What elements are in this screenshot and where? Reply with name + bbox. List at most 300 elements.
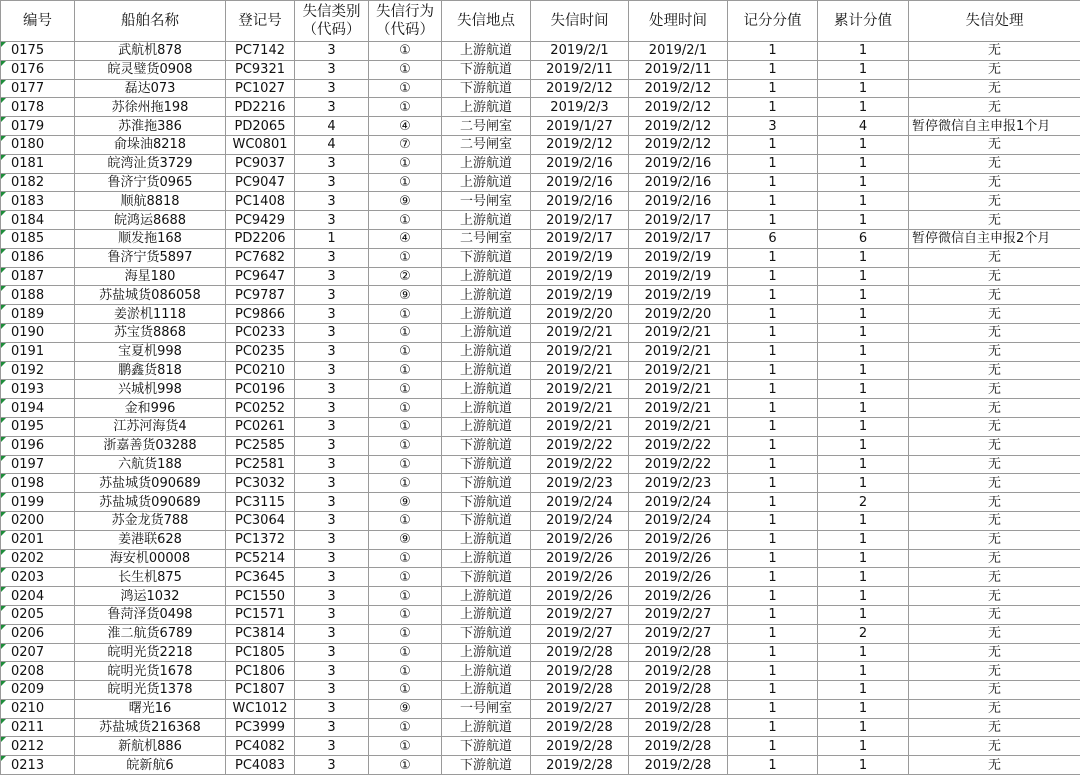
cell-behavior-code: ① — [369, 399, 442, 418]
cell-registration: PC7142 — [226, 42, 295, 61]
cell-category-code: 3 — [295, 568, 369, 587]
cell-id-text: 0175 — [11, 43, 45, 59]
cell-cumulative-points: 1 — [818, 511, 909, 530]
cell-location: 上游航道 — [442, 681, 531, 700]
cell-handling: 无 — [909, 342, 1080, 361]
cell-behavior-code: ① — [369, 417, 442, 436]
cell-violation-time: 2019/2/27 — [531, 699, 629, 718]
cell-points: 1 — [728, 549, 818, 568]
cell-location: 一号闸室 — [442, 192, 531, 211]
cell-id — [1, 643, 75, 662]
cell-id — [1, 305, 75, 324]
cell-category-code: 3 — [295, 737, 369, 756]
table-row — [1, 342, 1080, 361]
cell-process-time: 2019/2/24 — [629, 511, 728, 530]
cell-violation-time: 2019/2/12 — [531, 135, 629, 154]
cell-cumulative-points: 1 — [818, 154, 909, 173]
cell-cumulative-points: 1 — [818, 192, 909, 211]
header-row — [1, 1, 1080, 42]
table-row — [1, 361, 1080, 380]
cell-id — [1, 323, 75, 342]
cell-registration: PC9037 — [226, 154, 295, 173]
cell-id — [1, 267, 75, 286]
cell-process-time: 2019/2/22 — [629, 455, 728, 474]
cell-behavior-code: ① — [369, 455, 442, 474]
cell-handling: 无 — [909, 643, 1080, 662]
cell-process-time: 2019/2/24 — [629, 493, 728, 512]
cell-process-time: 2019/2/16 — [629, 192, 728, 211]
table-row — [1, 192, 1080, 211]
cell-marker-icon — [1, 211, 6, 216]
cell-handling: 无 — [909, 699, 1080, 718]
cell-registration: PC1807 — [226, 681, 295, 700]
cell-id-text: 0212 — [11, 738, 45, 754]
cell-behavior-code: ① — [369, 605, 442, 624]
cell-handling: 无 — [909, 305, 1080, 324]
cell-marker-icon — [1, 305, 6, 310]
cell-location: 上游航道 — [442, 530, 531, 549]
cell-behavior-code: ① — [369, 211, 442, 230]
cell-process-time: 2019/2/26 — [629, 568, 728, 587]
cell-id — [1, 154, 75, 173]
cell-ship-name: 江苏河海货4 — [75, 417, 226, 436]
cell-id — [1, 530, 75, 549]
cell-id-text: 0179 — [11, 118, 45, 134]
cell-cumulative-points: 6 — [818, 229, 909, 248]
cell-marker-icon — [1, 437, 6, 442]
cell-registration: PC1408 — [226, 192, 295, 211]
cell-registration: PC2585 — [226, 436, 295, 455]
cell-id — [1, 699, 75, 718]
cell-category-code: 3 — [295, 286, 369, 305]
cell-category-code: 3 — [295, 417, 369, 436]
cell-violation-time: 2019/2/26 — [531, 530, 629, 549]
cell-cumulative-points: 1 — [818, 549, 909, 568]
table-row — [1, 737, 1080, 756]
header-category-code: 失信类别（代码） — [295, 1, 369, 42]
header-location: 失信地点 — [442, 1, 531, 42]
cell-points: 1 — [728, 605, 818, 624]
cell-registration: PC9429 — [226, 211, 295, 230]
cell-id — [1, 399, 75, 418]
cell-id-text: 0192 — [11, 362, 45, 378]
cell-violation-time: 2019/2/21 — [531, 342, 629, 361]
cell-ship-name: 苏盐城货090689 — [75, 493, 226, 512]
cell-registration: PC0210 — [226, 361, 295, 380]
cell-violation-time: 2019/2/28 — [531, 681, 629, 700]
cell-violation-time: 2019/2/26 — [531, 587, 629, 606]
cell-behavior-code: ① — [369, 511, 442, 530]
cell-handling: 无 — [909, 323, 1080, 342]
table-row — [1, 643, 1080, 662]
cell-category-code: 3 — [295, 549, 369, 568]
cell-location: 上游航道 — [442, 549, 531, 568]
cell-registration: PC3999 — [226, 718, 295, 737]
cell-location: 上游航道 — [442, 267, 531, 286]
table-row — [1, 286, 1080, 305]
cell-id-text: 0207 — [11, 644, 45, 660]
cell-id-text: 0209 — [11, 682, 45, 698]
cell-id-text: 0194 — [11, 400, 45, 416]
table-row — [1, 135, 1080, 154]
cell-id — [1, 117, 75, 136]
cell-handling: 无 — [909, 361, 1080, 380]
cell-cumulative-points: 2 — [818, 493, 909, 512]
cell-category-code: 3 — [295, 493, 369, 512]
cell-id-text: 0202 — [11, 550, 45, 566]
cell-ship-name: 苏盐城货090689 — [75, 474, 226, 493]
cell-points: 1 — [728, 305, 818, 324]
cell-category-code: 3 — [295, 323, 369, 342]
cell-marker-icon — [1, 136, 6, 141]
cell-location: 上游航道 — [442, 380, 531, 399]
cell-marker-icon — [1, 700, 6, 705]
cell-process-time: 2019/2/23 — [629, 474, 728, 493]
cell-id-text: 0180 — [11, 137, 45, 153]
cell-category-code: 3 — [295, 380, 369, 399]
cell-points: 1 — [728, 380, 818, 399]
cell-marker-icon — [1, 399, 6, 404]
cell-behavior-code: ① — [369, 436, 442, 455]
cell-id-text: 0188 — [11, 287, 45, 303]
cell-ship-name: 长生机875 — [75, 568, 226, 587]
table-row — [1, 229, 1080, 248]
cell-marker-icon — [1, 380, 6, 385]
cell-category-code: 3 — [295, 436, 369, 455]
cell-cumulative-points: 4 — [818, 117, 909, 136]
cell-points: 1 — [728, 718, 818, 737]
header-violation-time: 失信时间 — [531, 1, 629, 42]
cell-category-code: 3 — [295, 173, 369, 192]
cell-id — [1, 42, 75, 61]
cell-registration: PC9787 — [226, 286, 295, 305]
cell-cumulative-points: 1 — [818, 60, 909, 79]
table-row — [1, 399, 1080, 418]
cell-process-time: 2019/2/19 — [629, 286, 728, 305]
cell-points: 1 — [728, 530, 818, 549]
cell-ship-name: 皖鸿运8688 — [75, 211, 226, 230]
cell-location: 下游航道 — [442, 493, 531, 512]
cell-id — [1, 511, 75, 530]
cell-handling: 无 — [909, 587, 1080, 606]
cell-category-code: 3 — [295, 98, 369, 117]
cell-id — [1, 60, 75, 79]
cell-behavior-code: ① — [369, 342, 442, 361]
cell-process-time: 2019/2/12 — [629, 98, 728, 117]
cell-cumulative-points: 1 — [818, 417, 909, 436]
cell-cumulative-points: 1 — [818, 587, 909, 606]
cell-id-text: 0197 — [11, 456, 45, 472]
cell-id — [1, 342, 75, 361]
cell-ship-name: 宝夏机998 — [75, 342, 226, 361]
cell-behavior-code: ① — [369, 662, 442, 681]
cell-cumulative-points: 1 — [818, 135, 909, 154]
cell-handling: 无 — [909, 60, 1080, 79]
cell-cumulative-points: 1 — [818, 474, 909, 493]
cell-violation-time: 2019/2/24 — [531, 493, 629, 512]
table-row — [1, 173, 1080, 192]
cell-behavior-code: ① — [369, 248, 442, 267]
cell-category-code: 3 — [295, 361, 369, 380]
cell-marker-icon — [1, 531, 6, 536]
cell-id-text: 0184 — [11, 212, 45, 228]
cell-marker-icon — [1, 362, 6, 367]
table-row — [1, 380, 1080, 399]
cell-category-code: 3 — [295, 718, 369, 737]
cell-marker-icon — [1, 230, 6, 235]
cell-points: 1 — [728, 436, 818, 455]
cell-handling: 无 — [909, 267, 1080, 286]
cell-id-text: 0200 — [11, 513, 45, 529]
cell-handling: 无 — [909, 530, 1080, 549]
cell-registration: PC1805 — [226, 643, 295, 662]
cell-id-text: 0189 — [11, 306, 45, 322]
cell-id-text: 0190 — [11, 325, 45, 341]
cell-handling: 无 — [909, 662, 1080, 681]
cell-violation-time: 2019/2/16 — [531, 154, 629, 173]
cell-registration: PC1027 — [226, 79, 295, 98]
cell-marker-icon — [1, 418, 6, 423]
cell-registration: PC1550 — [226, 587, 295, 606]
cell-handling: 无 — [909, 624, 1080, 643]
cell-registration: WC1012 — [226, 699, 295, 718]
cell-violation-time: 2019/2/24 — [531, 511, 629, 530]
cell-behavior-code: ⑨ — [369, 699, 442, 718]
cell-ship-name: 鹏鑫货818 — [75, 361, 226, 380]
table-row — [1, 323, 1080, 342]
cell-points: 1 — [728, 211, 818, 230]
table-row — [1, 511, 1080, 530]
cell-location: 上游航道 — [442, 417, 531, 436]
table-row — [1, 154, 1080, 173]
cell-cumulative-points: 1 — [818, 568, 909, 587]
cell-cumulative-points: 1 — [818, 399, 909, 418]
cell-behavior-code: ① — [369, 568, 442, 587]
cell-violation-time: 2019/2/3 — [531, 98, 629, 117]
cell-cumulative-points: 1 — [818, 211, 909, 230]
cell-location: 上游航道 — [442, 211, 531, 230]
cell-handling: 无 — [909, 98, 1080, 117]
cell-violation-time: 2019/2/28 — [531, 756, 629, 775]
cell-behavior-code: ① — [369, 79, 442, 98]
cell-ship-name: 顺发拖168 — [75, 229, 226, 248]
cell-violation-time: 2019/2/21 — [531, 380, 629, 399]
cell-handling: 无 — [909, 173, 1080, 192]
cell-points: 1 — [728, 267, 818, 286]
cell-handling: 无 — [909, 417, 1080, 436]
cell-location: 下游航道 — [442, 79, 531, 98]
cell-location: 上游航道 — [442, 286, 531, 305]
cell-violation-time: 2019/2/16 — [531, 192, 629, 211]
cell-location: 下游航道 — [442, 455, 531, 474]
cell-cumulative-points: 1 — [818, 361, 909, 380]
cell-id-text: 0181 — [11, 156, 45, 172]
cell-id — [1, 662, 75, 681]
cell-ship-name: 鲁济宁货0965 — [75, 173, 226, 192]
cell-registration: PC9647 — [226, 267, 295, 286]
cell-id-text: 0201 — [11, 532, 45, 548]
table-row — [1, 605, 1080, 624]
cell-id — [1, 681, 75, 700]
cell-marker-icon — [1, 98, 6, 103]
cell-registration: PC3032 — [226, 474, 295, 493]
cell-marker-icon — [1, 587, 6, 592]
cell-behavior-code: ① — [369, 154, 442, 173]
cell-category-code: 3 — [295, 248, 369, 267]
cell-process-time: 2019/2/21 — [629, 399, 728, 418]
cell-behavior-code: ① — [369, 756, 442, 775]
cell-process-time: 2019/2/1 — [629, 42, 728, 61]
cell-id-text: 0183 — [11, 193, 45, 209]
header-handling: 失信处理 — [909, 1, 1080, 42]
cell-location: 下游航道 — [442, 568, 531, 587]
cell-registration: PC0252 — [226, 399, 295, 418]
cell-marker-icon — [1, 286, 6, 291]
cell-marker-icon — [1, 606, 6, 611]
cell-id-text: 0177 — [11, 80, 45, 96]
cell-points: 1 — [728, 286, 818, 305]
header-behavior-code: 失信行为（代码） — [369, 1, 442, 42]
cell-marker-icon — [1, 117, 6, 122]
cell-registration: PC0196 — [226, 380, 295, 399]
cell-handling: 无 — [909, 399, 1080, 418]
cell-behavior-code: ① — [369, 98, 442, 117]
cell-handling: 无 — [909, 135, 1080, 154]
cell-ship-name: 兴城机998 — [75, 380, 226, 399]
cell-category-code: 3 — [295, 662, 369, 681]
cell-process-time: 2019/2/26 — [629, 587, 728, 606]
cell-id-text: 0196 — [11, 438, 45, 454]
cell-behavior-code: ① — [369, 718, 442, 737]
cell-location: 上游航道 — [442, 399, 531, 418]
cell-process-time: 2019/2/28 — [629, 681, 728, 700]
cell-marker-icon — [1, 268, 6, 273]
cell-cumulative-points: 1 — [818, 699, 909, 718]
cell-behavior-code: ① — [369, 643, 442, 662]
cell-registration: PC4082 — [226, 737, 295, 756]
cell-cumulative-points: 1 — [818, 305, 909, 324]
cell-process-time: 2019/2/12 — [629, 79, 728, 98]
cell-cumulative-points: 1 — [818, 342, 909, 361]
cell-behavior-code: ① — [369, 305, 442, 324]
cell-location: 上游航道 — [442, 173, 531, 192]
cell-handling: 无 — [909, 42, 1080, 61]
table-row — [1, 60, 1080, 79]
table-row — [1, 436, 1080, 455]
cell-violation-time: 2019/2/22 — [531, 436, 629, 455]
cell-violation-time: 2019/2/27 — [531, 605, 629, 624]
cell-cumulative-points: 1 — [818, 436, 909, 455]
cell-id — [1, 624, 75, 643]
table-row — [1, 98, 1080, 117]
cell-violation-time: 2019/2/20 — [531, 305, 629, 324]
cell-ship-name: 苏盐城货086058 — [75, 286, 226, 305]
cell-points: 1 — [728, 154, 818, 173]
cell-points: 1 — [728, 737, 818, 756]
cell-location: 下游航道 — [442, 511, 531, 530]
cell-category-code: 3 — [295, 211, 369, 230]
header-ship-name: 船舶名称 — [75, 1, 226, 42]
table-row — [1, 305, 1080, 324]
cell-id — [1, 361, 75, 380]
cell-points: 1 — [728, 342, 818, 361]
cell-location: 下游航道 — [442, 248, 531, 267]
cell-id-text: 0199 — [11, 494, 45, 510]
cell-location: 下游航道 — [442, 624, 531, 643]
cell-cumulative-points: 1 — [818, 248, 909, 267]
cell-handling: 无 — [909, 248, 1080, 267]
cell-behavior-code: ④ — [369, 229, 442, 248]
cell-ship-name: 金和996 — [75, 399, 226, 418]
cell-id — [1, 474, 75, 493]
cell-points: 1 — [728, 493, 818, 512]
cell-handling: 无 — [909, 681, 1080, 700]
cell-violation-time: 2019/2/28 — [531, 662, 629, 681]
cell-violation-time: 2019/2/19 — [531, 267, 629, 286]
cell-violation-time: 2019/1/27 — [531, 117, 629, 136]
cell-process-time: 2019/2/28 — [629, 643, 728, 662]
cell-cumulative-points: 1 — [818, 681, 909, 700]
cell-process-time: 2019/2/11 — [629, 60, 728, 79]
cell-category-code: 3 — [295, 342, 369, 361]
cell-id — [1, 135, 75, 154]
cell-ship-name: 海星180 — [75, 267, 226, 286]
cell-registration: PC9047 — [226, 173, 295, 192]
cell-handling: 暂停微信自主申报1个月 — [909, 117, 1080, 136]
cell-handling: 无 — [909, 493, 1080, 512]
cell-id — [1, 211, 75, 230]
cell-id — [1, 229, 75, 248]
cell-process-time: 2019/2/28 — [629, 756, 728, 775]
cell-behavior-code: ④ — [369, 117, 442, 136]
cell-ship-name: 鸿运1032 — [75, 587, 226, 606]
cell-ship-name: 顺航8818 — [75, 192, 226, 211]
cell-violation-time: 2019/2/21 — [531, 399, 629, 418]
table-row — [1, 117, 1080, 136]
cell-category-code: 3 — [295, 511, 369, 530]
cell-id-text: 0198 — [11, 475, 45, 491]
cell-handling: 无 — [909, 474, 1080, 493]
cell-location: 上游航道 — [442, 605, 531, 624]
cell-id — [1, 737, 75, 756]
cell-violation-time: 2019/2/11 — [531, 60, 629, 79]
cell-ship-name: 皖明光货2218 — [75, 643, 226, 662]
cell-marker-icon — [1, 719, 6, 724]
cell-handling: 无 — [909, 192, 1080, 211]
cell-violation-time: 2019/2/19 — [531, 286, 629, 305]
cell-id — [1, 455, 75, 474]
cell-points: 1 — [728, 643, 818, 662]
cell-handling: 无 — [909, 211, 1080, 230]
cell-id — [1, 605, 75, 624]
cell-location: 二号闸室 — [442, 135, 531, 154]
cell-id — [1, 286, 75, 305]
cell-registration: PC0235 — [226, 342, 295, 361]
cell-points: 1 — [728, 79, 818, 98]
cell-ship-name: 鲁济宁货5897 — [75, 248, 226, 267]
cell-behavior-code: ① — [369, 42, 442, 61]
table-row — [1, 474, 1080, 493]
cell-category-code: 3 — [295, 587, 369, 606]
header-registration: 登记号 — [226, 1, 295, 42]
cell-violation-time: 2019/2/26 — [531, 568, 629, 587]
cell-process-time: 2019/2/22 — [629, 436, 728, 455]
cell-category-code: 3 — [295, 643, 369, 662]
cell-handling: 暂停微信自主申报2个月 — [909, 229, 1080, 248]
cell-registration: PC0261 — [226, 417, 295, 436]
table-row — [1, 530, 1080, 549]
cell-process-time: 2019/2/26 — [629, 530, 728, 549]
